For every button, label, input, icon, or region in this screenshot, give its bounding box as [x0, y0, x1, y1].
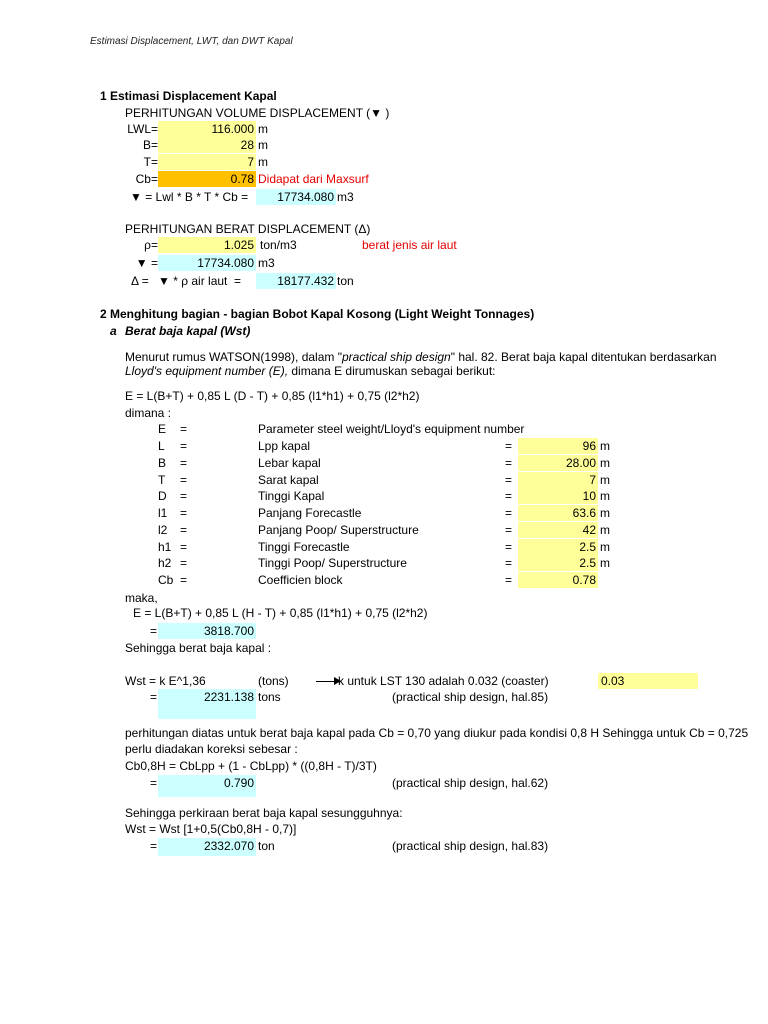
param-eq: =: [180, 523, 188, 537]
param-value-cell[interactable]: 2.5: [518, 539, 598, 555]
page-header: Estimasi Displacement, LWT, dan DWT Kapal: [90, 36, 293, 47]
volume-title: PERHITUNGAN VOLUME DISPLACEMENT (▼ ): [125, 106, 390, 120]
param-desc: Coefficien block: [258, 573, 343, 587]
lwl-label: LWL=: [127, 122, 158, 136]
param-unit: m: [600, 556, 610, 570]
param-eq2: =: [505, 523, 513, 537]
rho-label: ρ=: [144, 238, 158, 252]
volume-unit: m3: [337, 190, 354, 204]
param-value-cell[interactable]: 42: [518, 522, 598, 538]
param-sym: Cb: [158, 573, 174, 587]
wst2-equals: =: [150, 839, 158, 853]
param-eq2: =: [505, 506, 513, 520]
param-desc: Parameter steel weight/Lloyd's equipment number: [258, 422, 525, 436]
wst-tons-label: (tons): [258, 674, 289, 688]
param-eq: =: [180, 456, 188, 470]
cb-value-cell[interactable]: 0.78: [158, 171, 256, 187]
param-desc: Panjang Poop/ Superstructure: [258, 523, 419, 537]
param-value-cell[interactable]: 7: [518, 472, 598, 488]
param-sym: E: [158, 422, 167, 436]
sehingga-label-1: Sehingga berat baja kapal :: [125, 641, 272, 655]
delta-equals: =: [234, 274, 242, 288]
wst-value-cell[interactable]: 2231.138: [158, 689, 256, 719]
maka-label: maka,: [125, 591, 158, 605]
formula-e: E = L(B+T) + 0,85 L (D - T) + 0,85 (l1*h1) + 0,75 (l2*h2): [125, 389, 420, 403]
e-value-cell[interactable]: 3818.700: [158, 623, 256, 639]
wst2-formula: Wst = Wst [1+0,5(Cb0,8H - 0,7)]: [125, 822, 297, 836]
wst-equals: =: [150, 690, 158, 704]
param-eq: =: [180, 473, 188, 487]
param-value-cell[interactable]: 63.6: [518, 505, 598, 521]
param-eq: =: [180, 489, 188, 503]
cb-label: Cb=: [135, 172, 158, 186]
param-value-cell[interactable]: 2.5: [518, 555, 598, 571]
param-sym: l2: [158, 523, 168, 537]
delta-value-cell[interactable]: 18177.432: [256, 273, 336, 289]
param-eq2: =: [505, 439, 513, 453]
param-unit: m: [600, 489, 610, 503]
weight-title: PERHITUNGAN BERAT DISPLACEMENT (Δ): [125, 222, 371, 236]
param-eq: =: [180, 422, 188, 436]
b-value-cell[interactable]: 28: [158, 137, 256, 153]
param-eq: =: [180, 439, 188, 453]
param-eq2: =: [505, 473, 513, 487]
param-eq: =: [180, 540, 188, 554]
paragraph-1-line-2: Lloyd's equipment number (E), dimana E dirumuskan sebagai berikut:: [125, 364, 496, 378]
section-2-title: 2 Menghitung bagian - bagian Bobot Kapal Kosong (Light Weight Tonnages): [100, 307, 535, 321]
b-unit: m: [258, 138, 268, 152]
k-note: k untuk LST 130 adalah 0.032 (coaster): [338, 674, 549, 688]
delta-label: Δ =: [131, 274, 149, 288]
rho-note: berat jenis air laut: [362, 238, 457, 252]
maka-formula: E = L(B+T) + 0,85 L (H - T) + 0,85 (l1*h1) + 0,75 (l2*h2): [133, 606, 428, 620]
param-unit: m: [600, 540, 610, 554]
wst2-value-cell[interactable]: 2332.070: [158, 838, 256, 856]
paragraph-2-line-2: perlu diadakan koreksi sebesar :: [125, 742, 298, 756]
param-unit: m: [600, 473, 610, 487]
b-label: B=: [142, 138, 158, 152]
section-1-title: 1 Estimasi Displacement Kapal: [100, 89, 277, 103]
param-sym: B: [158, 456, 167, 470]
param-value-cell[interactable]: 96: [518, 438, 598, 454]
cb-formula: Cb0,8H = CbLpp + (1 - CbLpp) * ((0,8H - T)/3T): [125, 759, 377, 773]
param-eq: =: [180, 556, 188, 570]
wst-formula: Wst = k E^1,36: [125, 674, 206, 688]
delta-unit: ton: [337, 274, 354, 288]
reference-hal-62: (practical ship design, hal.62): [392, 776, 549, 790]
paragraph-2-line-1: perhitungan diatas untuk berat baja kapal pada Cb = 0,70 yang diukur pada kondisi 0,8 H Sehingga untuk Cb = 0,725: [125, 726, 749, 740]
param-desc: Lebar kapal: [258, 456, 321, 470]
param-desc: Tinggi Forecastle: [258, 540, 350, 554]
param-desc: Lpp kapal: [258, 439, 311, 453]
t-value-cell[interactable]: 7: [158, 154, 256, 170]
param-unit: m: [600, 439, 610, 453]
param-eq2: =: [505, 540, 513, 554]
rho-value-cell[interactable]: 1.025: [158, 237, 256, 253]
param-eq: =: [180, 573, 188, 587]
cb-equals: =: [150, 776, 158, 790]
lwl-unit: m: [258, 122, 268, 136]
volume-value-cell[interactable]: 17734.080: [256, 189, 336, 205]
param-eq2: =: [505, 456, 513, 470]
param-desc: Panjang Forecastle: [258, 506, 362, 520]
param-sym: T: [158, 473, 166, 487]
cb-corr-value-cell[interactable]: 0.790: [158, 775, 256, 797]
cb-note: Didapat dari Maxsurf: [258, 172, 369, 186]
wst2-unit: ton: [258, 839, 275, 853]
paragraph-1-line-1: Menurut rumus WATSON(1998), dalam "practical ship design" hal. 82. Berat baja kapal ditentukan berdasarkan: [125, 350, 717, 364]
param-eq: =: [180, 506, 188, 520]
arrow-right-icon: [316, 681, 340, 682]
volume2-label: ▼ =: [135, 256, 158, 270]
param-sym: D: [158, 489, 167, 503]
k-value-cell[interactable]: 0.03: [598, 673, 698, 689]
dimana-label: dimana :: [125, 406, 172, 420]
subsection-letter: a: [110, 324, 117, 338]
t-unit: m: [258, 155, 268, 169]
param-desc: Tinggi Kapal: [258, 489, 325, 503]
param-value-cell[interactable]: 10: [518, 488, 598, 504]
param-unit: m: [600, 506, 610, 520]
reference-hal-85: (practical ship design, hal.85): [392, 690, 549, 704]
param-unit: m: [600, 523, 610, 537]
rho-unit: ton/m3: [260, 238, 297, 252]
param-eq2: =: [505, 489, 513, 503]
param-eq2: =: [505, 573, 513, 587]
t-label: T=: [143, 155, 158, 169]
param-sym: h1: [158, 540, 172, 554]
volume2-value-cell[interactable]: 17734.080: [158, 255, 256, 271]
param-value-cell[interactable]: 0.78: [518, 572, 598, 588]
param-desc: Tinggi Poop/ Superstructure: [258, 556, 407, 570]
param-sym: l1: [158, 506, 168, 520]
wst-unit: tons: [258, 690, 281, 704]
param-unit: m: [600, 456, 610, 470]
param-desc: Sarat kapal: [258, 473, 319, 487]
lwl-value-cell[interactable]: 116.000: [158, 121, 256, 137]
volume-formula: ▼ = Lwl * B * T * Cb =: [130, 190, 249, 204]
delta-formula: ▼ * ρ air laut: [158, 274, 228, 288]
param-sym: L: [158, 439, 165, 453]
param-value-cell[interactable]: 28.00: [518, 455, 598, 471]
reference-hal-83: (practical ship design, hal.83): [392, 839, 549, 853]
volume2-unit: m3: [258, 256, 275, 270]
e-equals: =: [150, 624, 158, 638]
subsection-title: Berat baja kapal (Wst): [125, 324, 251, 338]
param-eq2: =: [505, 556, 513, 570]
param-sym: h2: [158, 556, 172, 570]
sehingga-label-2: Sehingga perkiraan berat baja kapal sesungguhnya:: [125, 806, 403, 820]
